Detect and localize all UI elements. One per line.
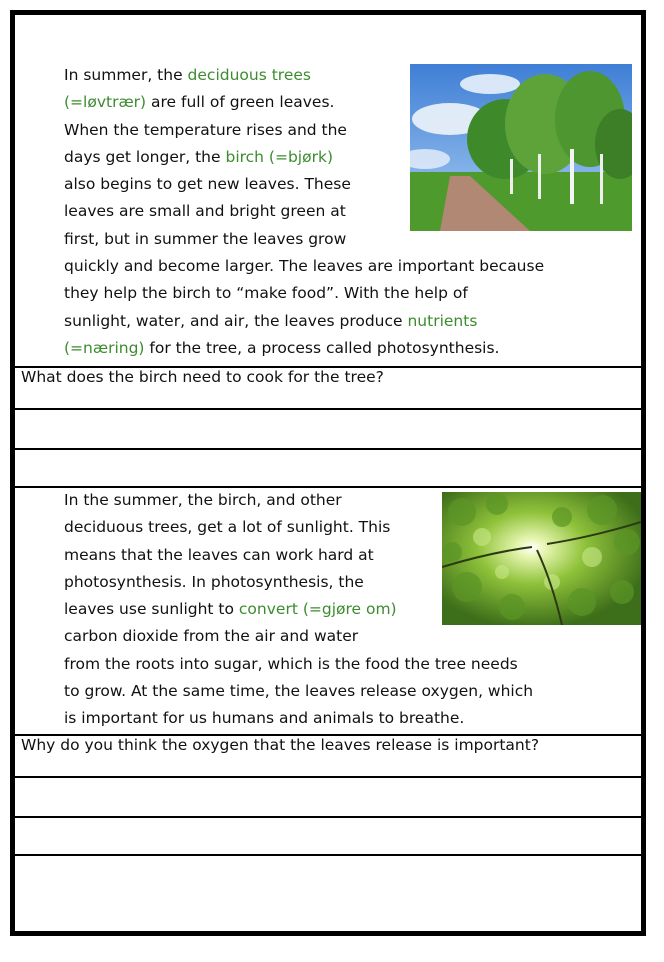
answer-line xyxy=(15,776,641,778)
question-1: What does the birch need to cook for the tree? xyxy=(21,368,384,386)
glossary-term: deciduous trees xyxy=(187,66,311,84)
answer-line xyxy=(15,448,641,450)
line: days get longer, the birch (=bjørk) xyxy=(64,147,333,166)
line: sunlight, water, and air, the leaves produce nutrients xyxy=(64,311,478,330)
line: they help the birch to “make food”. With the help of xyxy=(64,284,468,303)
line: In summer, the deciduous trees xyxy=(64,66,311,84)
glossary-term: nutrients xyxy=(407,311,478,330)
line: to grow. At the same time, the leaves release oxygen, which xyxy=(64,682,534,701)
line: also begins to get new leaves. These xyxy=(64,175,351,194)
line: from the roots into sugar, which is the food the tree needs xyxy=(64,654,518,673)
line: means that the leaves can work hard at xyxy=(64,545,374,564)
line: leaves are small and bright green at xyxy=(64,202,346,221)
line: deciduous trees, get a lot of sunlight. This xyxy=(64,518,391,537)
line: photosynthesis. In photosynthesis, the xyxy=(64,572,364,591)
glossary-translation: (=næring) xyxy=(64,338,145,357)
question-2: Why do you think the oxygen that the leaves release is important? xyxy=(21,736,540,754)
glossary-term: birch (=bjørk) xyxy=(225,147,333,166)
answer-line xyxy=(15,816,641,818)
line: In the summer, the birch, and other xyxy=(64,491,342,509)
sunlit-leaves-photo xyxy=(442,492,641,625)
glossary-translation: (=løvtrær) xyxy=(64,93,147,112)
line: quickly and become larger. The leaves are important because xyxy=(64,257,545,276)
line: When the temperature rises and the xyxy=(64,120,347,139)
answer-line xyxy=(15,854,641,856)
line: (=løvtrær) are full of green leaves. xyxy=(64,93,335,112)
line: (=næring) for the tree, a process called photosynthesis. xyxy=(64,338,500,357)
answer-line xyxy=(15,408,641,410)
line: carbon dioxide from the air and water xyxy=(64,627,359,646)
birch-trees-photo xyxy=(410,64,632,231)
line: is important for us humans and animals to breathe. xyxy=(64,709,465,728)
line: first, but in summer the leaves grow xyxy=(64,229,347,248)
line: leaves use sunlight to convert (=gjøre om) xyxy=(64,600,397,619)
glossary-term: convert (=gjøre om) xyxy=(238,600,397,619)
